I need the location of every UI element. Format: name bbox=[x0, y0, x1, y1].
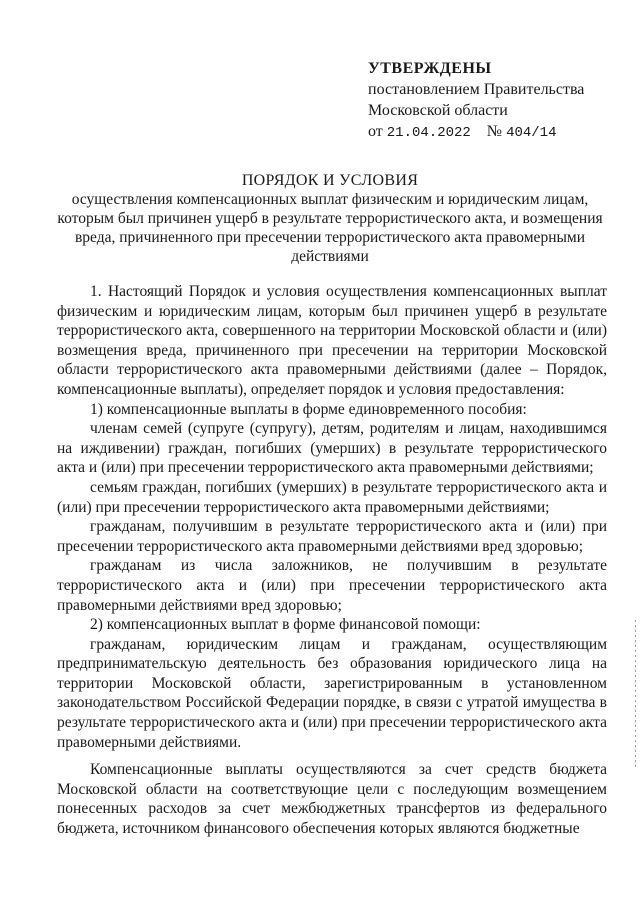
approval-number: 404/14 bbox=[506, 125, 557, 141]
scan-edge-mark bbox=[635, 620, 636, 770]
paragraph-4: семьям граждан, погибших (умерших) в результате террористического акта и (или) при пресечении террористического акта правомерными действиями; bbox=[57, 478, 607, 516]
paragraph-6: гражданам из числа заложников, не получившим в результате террористического акта и (или) при пресечении террористического акта правомерными действиями вред здоровью; bbox=[57, 557, 607, 614]
document-body bbox=[57, 282, 607, 839]
paragraph-5: гражданам, получившим в результате террористического акта и (или) при пресечении террористического акта правомерными действиями вред здоровью; bbox=[57, 518, 607, 555]
paragraph-7: 2) компенсационных выплат в форме финансовой помощи: bbox=[90, 616, 481, 634]
document-heading bbox=[50, 171, 610, 266]
paragraph-8: гражданам, юридическим лицам и гражданам, осуществляющим предпринимательскую деятельность без образования юридического лица на территории Московской области, зарегистрированным в установленном законодательством Российской Федерации порядке, в связи с утратой имущества в результате террористического акта и (или) при пресечении террористического акта правомерными действиями. bbox=[57, 635, 607, 751]
approval-stamp bbox=[368, 58, 628, 144]
approval-title: УТВЕРЖДЕНЫ bbox=[368, 60, 492, 77]
approval-line-decree: постановлением Правительства bbox=[368, 81, 585, 98]
subtitle-line-1: осуществления компенсационных выплат физическим и юридическим лицам, bbox=[71, 191, 589, 208]
subtitle-line-2: которым был причинен ущерб в результате террористического акта, и возмещения bbox=[57, 210, 603, 227]
number-sign: № bbox=[486, 123, 503, 140]
paragraph-9: Компенсационные выплаты осуществляются за счет средств бюджета Московской области на соответствующие цели с последующим возмещением понесенных расходов за счет межбюджетных трансфертов из федерального бюджета, источником финансового обеспечения которых являются бюджетные bbox=[57, 761, 607, 838]
approval-line-region: Московской области bbox=[368, 102, 508, 119]
paragraph-2: 1) компенсационные выплаты в форме единовременного пособия: bbox=[90, 400, 527, 418]
date-prefix: от bbox=[368, 123, 383, 140]
paragraph-3: членам семей (супруге (супругу), детям, родителям и лицам, находившимся на иждивении) граждан, погибших (умерших) в результате террористического акта и (или) при пресечении террористического акта правомерными действиями; bbox=[57, 420, 607, 477]
document-title: ПОРЯДОК И УСЛОВИЯ bbox=[241, 172, 419, 189]
subtitle-line-4: действиями bbox=[291, 248, 369, 265]
subtitle-line-3: вреда, причиненного при пресечении террористического акта правомерными bbox=[74, 229, 586, 246]
paragraph-1: 1. Настоящий Порядок и условия осуществления компенсационных выплат физическим и юридическим лицам, которым был причинен ущерб в результате террористического акта, совершенного на территории Московской области и (или) возмещения вреда, причиненного при пресечении на территории Московской области террористического акта правомерными действиями (далее – Порядок, компенсационные выплаты), определяет порядок и условия предоставления: bbox=[57, 283, 607, 398]
approval-date: 21.04.2022 bbox=[386, 125, 471, 141]
approval-date-line bbox=[368, 121, 628, 144]
